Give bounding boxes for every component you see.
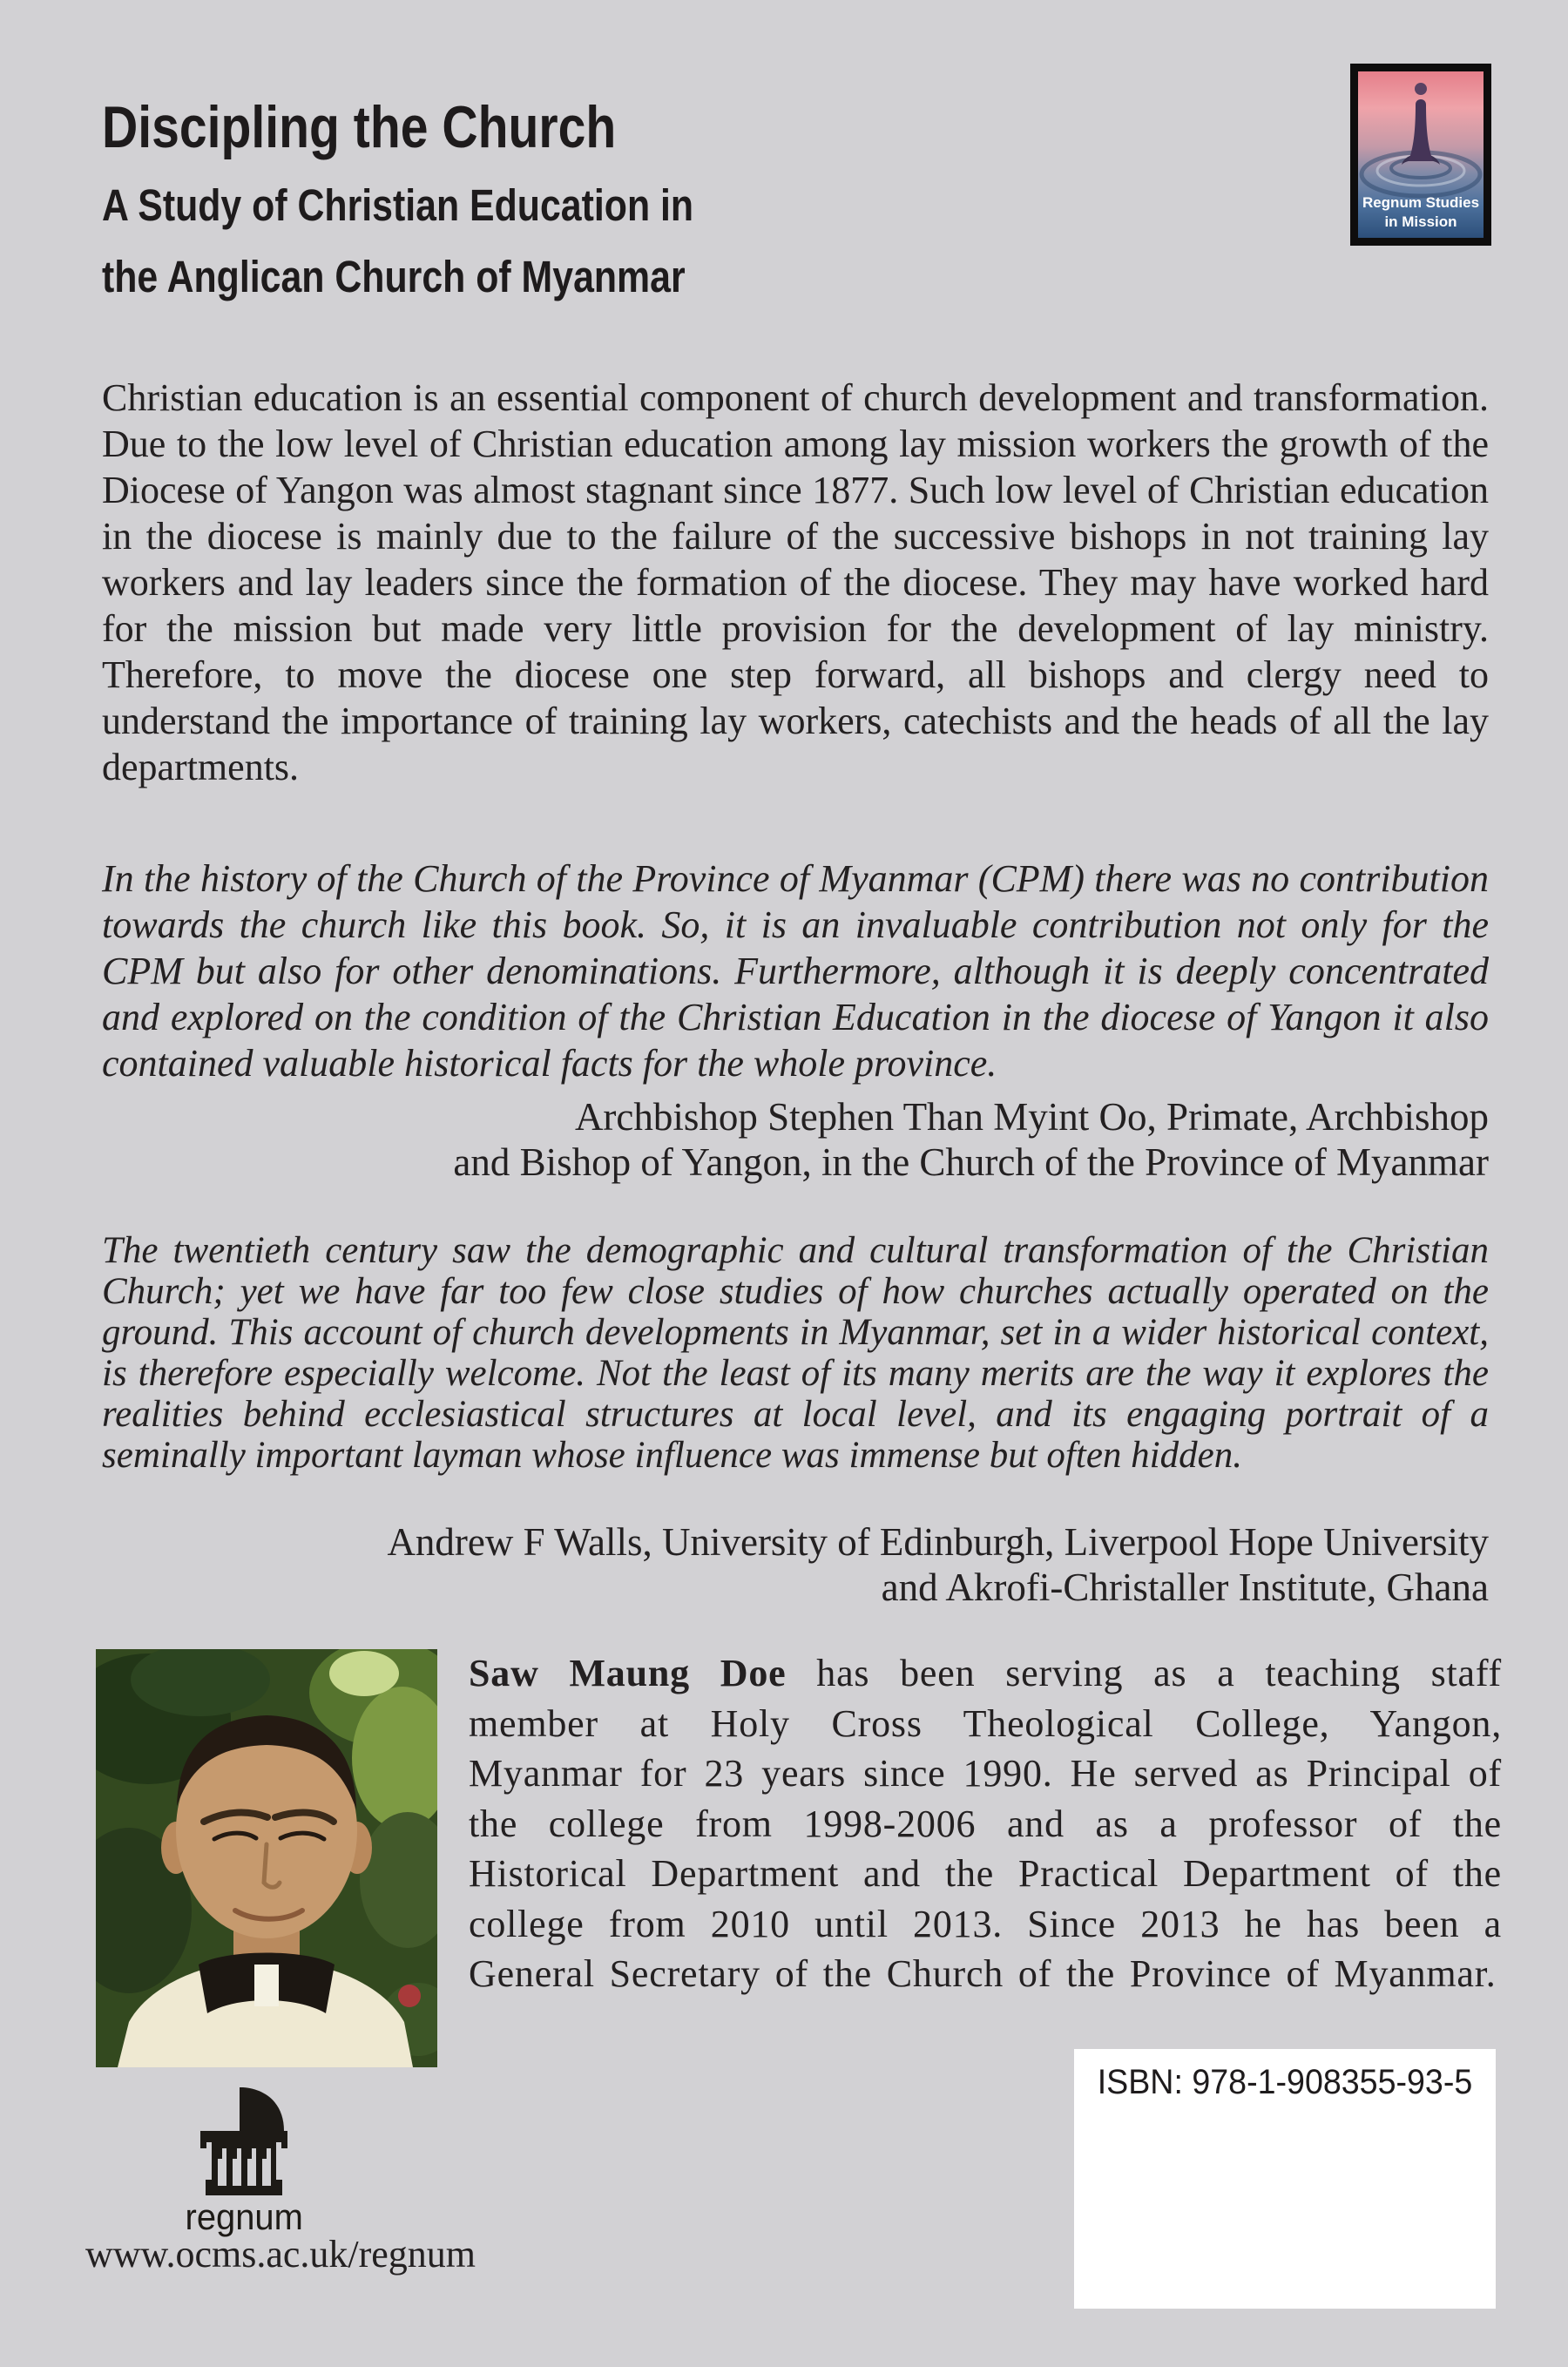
- publisher-wordmark: regnum: [185, 2196, 303, 2237]
- isbn-number: ISBN: 978-1-908355-93-5: [1097, 2063, 1473, 2101]
- author-bio-text: has been serving as a teaching staff member at Holy Cross Theological College, Yangon, Myanmar for 23 years since 1990. He served as Principal of the college from 1998-2006 and as a professor of the Historical Department and the Practical Department of the college from 2010 until 2013. Since 2013 he has been a General Secretary of the Church of the Province of Myanmar.: [469, 1652, 1502, 1995]
- author-photo: [96, 1649, 437, 2067]
- book-title: Discipling the Church: [102, 94, 617, 160]
- series-badge: [1350, 64, 1491, 246]
- publisher-website: www.ocms.ac.uk/regnum: [85, 2233, 476, 2276]
- publisher-block: [185, 2087, 303, 2235]
- endorsement-attribution-2: [102, 1519, 1489, 1610]
- attribution-2-line-2: and Akrofi-Christaller Institute, Ghana: [881, 1566, 1489, 1609]
- book-subtitle-line-2: the Anglican Church of Myanmar: [102, 252, 686, 301]
- author-portrait-photo: [96, 1649, 437, 2067]
- endorsement-attribution-1: [102, 1094, 1489, 1185]
- regnum-colophon-icon: [193, 2087, 294, 2195]
- endorsement-quote-2: The twentieth century saw the demographic and cultural transformation of the Christian Church; yet we have far too few close studies of how churches actually operated on the ground. This account of church developments in Myanmar, set in a wider historical context, is therefore especially welcome. Not the least of its many merits are the way it explores the realities behind ecclesiastical structures at local level, and its engaging portrait of a seminally important layman whose influence was immense but often hidden.: [102, 1230, 1489, 1476]
- title-block: [102, 94, 806, 326]
- isbn-box: [1074, 2049, 1496, 2309]
- series-badge-line-1: Regnum Studies: [1362, 194, 1480, 211]
- water-drop-splash-icon: [1358, 71, 1484, 238]
- book-subtitle-line-1: A Study of Christian Education in: [102, 180, 694, 230]
- series-badge-line-2: in Mission: [1384, 213, 1457, 230]
- endorsement-quote-1: In the history of the Church of the Province of Myanmar (CPM) there was no contribution towards the church like this book. So, it is an invaluable contribution not only for the CPM but also for other denominations. Furthermore, although it is deeply concentrated and explored on the condition of the Christian Education in the diocese of Yangon it also contained valuable historical facts for the whole province.: [102, 857, 1489, 1085]
- attribution-1-line-2: and Bishop of Yangon, in the Church of the Province of Myanmar: [453, 1140, 1489, 1184]
- attribution-1-line-1: Archbishop Stephen Than Myint Oo, Primate, Archbishop: [574, 1095, 1489, 1139]
- attribution-2-line-1: Andrew F Walls, University of Edinburgh, Liverpool Hope University: [387, 1520, 1489, 1564]
- author-bio: [469, 1648, 1502, 1999]
- author-name: Saw Maung Doe: [469, 1652, 787, 1694]
- synopsis-paragraph: Christian education is an essential component of church development and transformation. Due to the low level of Christian education among lay mission workers the growth of the Diocese of Yangon was almost stagnant since 1877. Such low level of Christian education in the diocese is mainly due to the failure of the successive bishops in not training lay workers and lay leaders since the formation of the diocese. They may have worked hard for the mission but made very little provision for the development of lay ministry. Therefore, to move the diocese one step forward, all bishops and clergy need to understand the importance of training lay workers, catechists and the heads of all the lay departments.: [102, 376, 1489, 788]
